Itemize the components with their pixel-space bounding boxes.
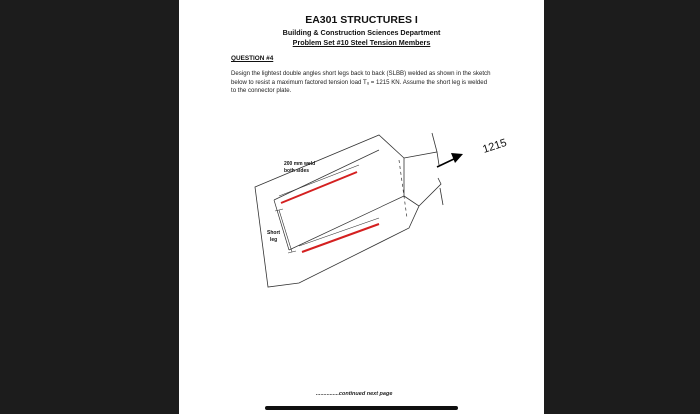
connection-sketch [179, 0, 544, 414]
short-leg-dimension [279, 210, 292, 252]
short-leg-label-line2: leg [270, 237, 278, 243]
weld-line-top [281, 172, 357, 203]
tension-arrow-shaft [437, 158, 456, 167]
plate-edge-line [274, 150, 379, 200]
plate-edge-line [289, 196, 404, 250]
weld-dimension-line [299, 218, 379, 246]
short-leg-label-line1: Short [267, 230, 281, 236]
weld-label-line2: both sides [284, 168, 310, 174]
document-page [179, 0, 544, 414]
question-heading: QUESTION #4 [231, 55, 274, 62]
handwritten-note: 1215 [481, 136, 509, 156]
connector-plate-outline [419, 178, 441, 206]
connector-plate-edge [432, 133, 437, 152]
connector-plate-edge [440, 188, 443, 205]
problem-set-title: Problem Set #10 Steel Tension Members [292, 38, 431, 47]
question-text: Design the lightest double angles short legs back to back (SLBB) welded as shown in the sketch below to resist a maximum factored tension load Tᵤ = 1215 KN. Assume the short leg is welded to the connector plate. [231, 70, 491, 95]
home-indicator-bar[interactable] [265, 406, 458, 410]
weld-label-line1: 200 mm weld [284, 161, 316, 167]
department-name: Building & Construction Sciences Department [282, 28, 441, 37]
course-title: EA301 STRUCTURES I [305, 14, 418, 26]
tension-arrow-icon [451, 153, 463, 163]
weld-line-bottom [302, 224, 379, 252]
continued-footer: ...............continued next page [316, 391, 393, 397]
hidden-edge-dashed [399, 160, 407, 218]
connector-plate-outline [404, 152, 439, 165]
